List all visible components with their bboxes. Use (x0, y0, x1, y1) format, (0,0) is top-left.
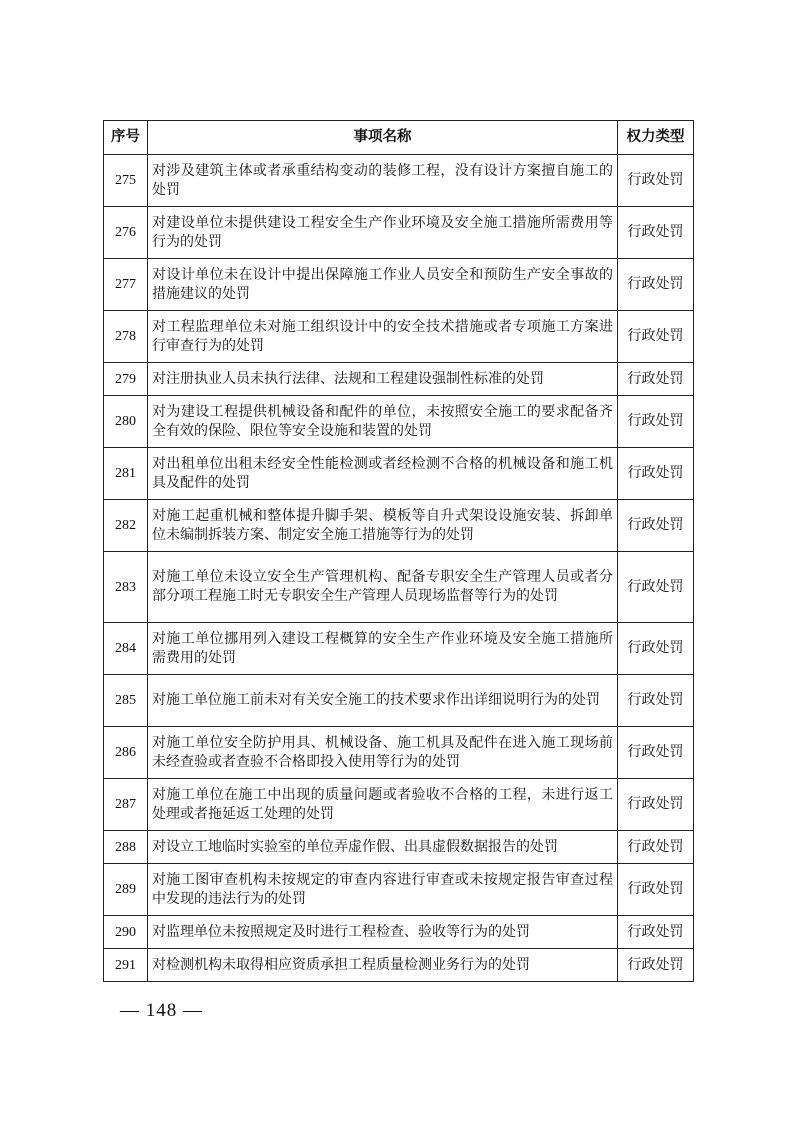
row-item-name: 对涉及建筑主体或者承重结构变动的装修工程，没有设计方案擅自施工的处罚 (148, 155, 618, 207)
row-power-type: 行政处罚 (618, 207, 694, 259)
row-power-type: 行政处罚 (618, 727, 694, 779)
table-row (104, 779, 694, 831)
table-row (104, 727, 694, 779)
table-row (104, 675, 694, 727)
row-number: 276 (104, 207, 148, 259)
row-item-name: 对施工单位安全防护用具、机械设备、施工机具及配件在进入施工现场前未经查验或者查验不合格即投入使用等行为的处罚 (148, 727, 618, 779)
row-power-type: 行政处罚 (618, 155, 694, 207)
row-number: 277 (104, 259, 148, 311)
power-list-table (103, 120, 694, 982)
row-number: 280 (104, 396, 148, 448)
row-number: 286 (104, 727, 148, 779)
row-power-type: 行政处罚 (618, 552, 694, 623)
row-item-name: 对施工图审查机构未按规定的审查内容进行审查或未按规定报告审查过程中发现的违法行为的处罚 (148, 864, 618, 916)
row-power-type: 行政处罚 (618, 500, 694, 552)
row-number: 275 (104, 155, 148, 207)
row-item-name: 对出租单位出租未经安全性能检测或者经检测不合格的机械设备和施工机具及配件的处罚 (148, 448, 618, 500)
row-number: 288 (104, 831, 148, 864)
table-row (104, 831, 694, 864)
row-number: 289 (104, 864, 148, 916)
header-type: 权力类型 (618, 121, 694, 155)
row-item-name: 对设立工地临时实验室的单位弄虚作假、出具虚假数据报告的处罚 (148, 831, 618, 864)
table-row (104, 363, 694, 396)
row-power-type: 行政处罚 (618, 675, 694, 727)
row-number: 281 (104, 448, 148, 500)
row-power-type: 行政处罚 (618, 916, 694, 949)
row-power-type: 行政处罚 (618, 949, 694, 982)
row-power-type: 行政处罚 (618, 864, 694, 916)
row-number: 282 (104, 500, 148, 552)
row-number: 291 (104, 949, 148, 982)
row-number: 283 (104, 552, 148, 623)
header-name: 事项名称 (148, 121, 618, 155)
row-number: 287 (104, 779, 148, 831)
table-row (104, 916, 694, 949)
table-row (104, 207, 694, 259)
table-row (104, 623, 694, 675)
row-number: 285 (104, 675, 148, 727)
row-power-type: 行政处罚 (618, 311, 694, 363)
row-item-name: 对施工单位挪用列入建设工程概算的安全生产作业环境及安全施工措施所需费用的处罚 (148, 623, 618, 675)
table-row (104, 155, 694, 207)
table-row (104, 552, 694, 623)
table-header-row (104, 121, 694, 155)
row-power-type: 行政处罚 (618, 831, 694, 864)
row-number: 290 (104, 916, 148, 949)
row-item-name: 对检测机构未取得相应资质承担工程质量检测业务行为的处罚 (148, 949, 618, 982)
row-item-name: 对工程监理单位未对施工组织设计中的安全技术措施或者专项施工方案进行审查行为的处罚 (148, 311, 618, 363)
row-power-type: 行政处罚 (618, 448, 694, 500)
row-item-name: 对设计单位未在设计中提出保障施工作业人员安全和预防生产安全事故的措施建议的处罚 (148, 259, 618, 311)
row-power-type: 行政处罚 (618, 623, 694, 675)
row-item-name: 对施工单位在施工中出现的质量问题或者验收不合格的工程，未进行返工处理或者拖延返工处理的处罚 (148, 779, 618, 831)
row-number: 278 (104, 311, 148, 363)
row-item-name: 对监理单位未按照规定及时进行工程检查、验收等行为的处罚 (148, 916, 618, 949)
row-item-name: 对施工单位未设立安全生产管理机构、配备专职安全生产管理人员或者分部分项工程施工时无专职安全生产管理人员现场监督等行为的处罚 (148, 552, 618, 623)
row-item-name: 对注册执业人员未执行法律、法规和工程建设强制性标准的处罚 (148, 363, 618, 396)
row-item-name: 对为建设工程提供机械设备和配件的单位，未按照安全施工的要求配备齐全有效的保险、限位等安全设施和装置的处罚 (148, 396, 618, 448)
header-no: 序号 (104, 121, 148, 155)
row-power-type: 行政处罚 (618, 363, 694, 396)
row-power-type: 行政处罚 (618, 396, 694, 448)
row-number: 284 (104, 623, 148, 675)
row-power-type: 行政处罚 (618, 259, 694, 311)
table-row (104, 500, 694, 552)
row-item-name: 对建设单位未提供建设工程安全生产作业环境及安全施工措施所需费用等行为的处罚 (148, 207, 618, 259)
row-item-name: 对施工单位施工前未对有关安全施工的技术要求作出详细说明行为的处罚 (148, 675, 618, 727)
table-row (104, 396, 694, 448)
table-row (104, 311, 694, 363)
table-row (104, 864, 694, 916)
row-number: 279 (104, 363, 148, 396)
row-power-type: 行政处罚 (618, 779, 694, 831)
row-item-name: 对施工起重机械和整体提升脚手架、模板等自升式架设设施安装、拆卸单位未编制拆装方案、制定安全施工措施等行为的处罚 (148, 500, 618, 552)
page-number: — 148 — (120, 1000, 203, 1021)
table-row (104, 949, 694, 982)
table-row (104, 448, 694, 500)
table-row (104, 259, 694, 311)
